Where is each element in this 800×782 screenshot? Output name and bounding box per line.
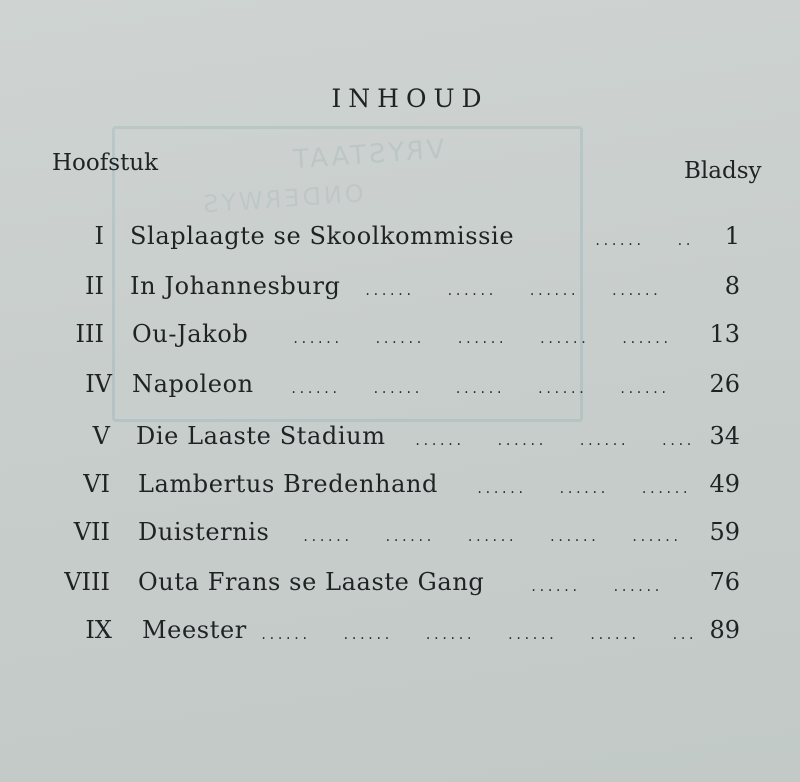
chapter-numeral: IX [85,616,112,644]
chapter-title: Duisternis [138,518,270,546]
chapter-title: Napoleon [132,370,254,398]
page-number: 13 [709,320,740,348]
dot-leader [594,234,694,248]
dot-leader [476,482,694,496]
dot-leader [364,284,694,298]
dot-leader [414,434,694,448]
chapter-title: Slaplaagte se Skoolkommissie [130,222,515,250]
toc-entry [0,272,800,306]
page-number: 89 [709,616,740,644]
toc-entry [0,616,800,650]
page-number: 76 [709,568,740,596]
chapter-numeral: I [94,222,104,250]
dot-leader [292,332,694,346]
page-column-header: Bladsy [684,158,762,184]
toc-entry [0,370,800,404]
chapter-title: Die Laaste Stadium [136,422,386,450]
page-number: 59 [709,518,740,546]
page-title: INHOUD [331,84,489,113]
toc-entry [0,320,800,354]
page-number: 1 [724,222,740,250]
toc-entry [0,222,800,256]
stamp-impression-line: ONDERWYS [199,179,365,219]
chapter-numeral: III [75,320,104,348]
chapter-title: Meester [142,616,247,644]
page-number: 34 [709,422,740,450]
dot-leader [260,628,694,642]
toc-entry [0,470,800,504]
chapter-numeral: VI [83,470,110,498]
toc-entry [0,422,800,456]
toc-entry [0,568,800,602]
page-number: 26 [709,370,740,398]
chapter-title: In Johannesburg [130,272,341,300]
page-number: 8 [724,272,740,300]
stamp-impression: VRYSTAAT [289,134,446,176]
chapter-column-header: Hoofstuk [52,150,159,176]
chapter-numeral: VII [73,518,110,546]
chapter-numeral: II [85,272,104,300]
chapter-title: Outa Frans se Laaste Gang [138,568,485,596]
page-number: 49 [709,470,740,498]
dot-leader [302,530,694,544]
dot-leader [290,382,694,396]
chapter-title: Lambertus Bredenhand [138,470,439,498]
chapter-numeral: VIII [64,568,110,596]
chapter-numeral: V [92,422,110,450]
chapter-title: Ou-Jakob [132,320,249,348]
toc-entry [0,518,800,552]
chapter-numeral: IV [85,370,112,398]
dot-leader [530,580,694,594]
